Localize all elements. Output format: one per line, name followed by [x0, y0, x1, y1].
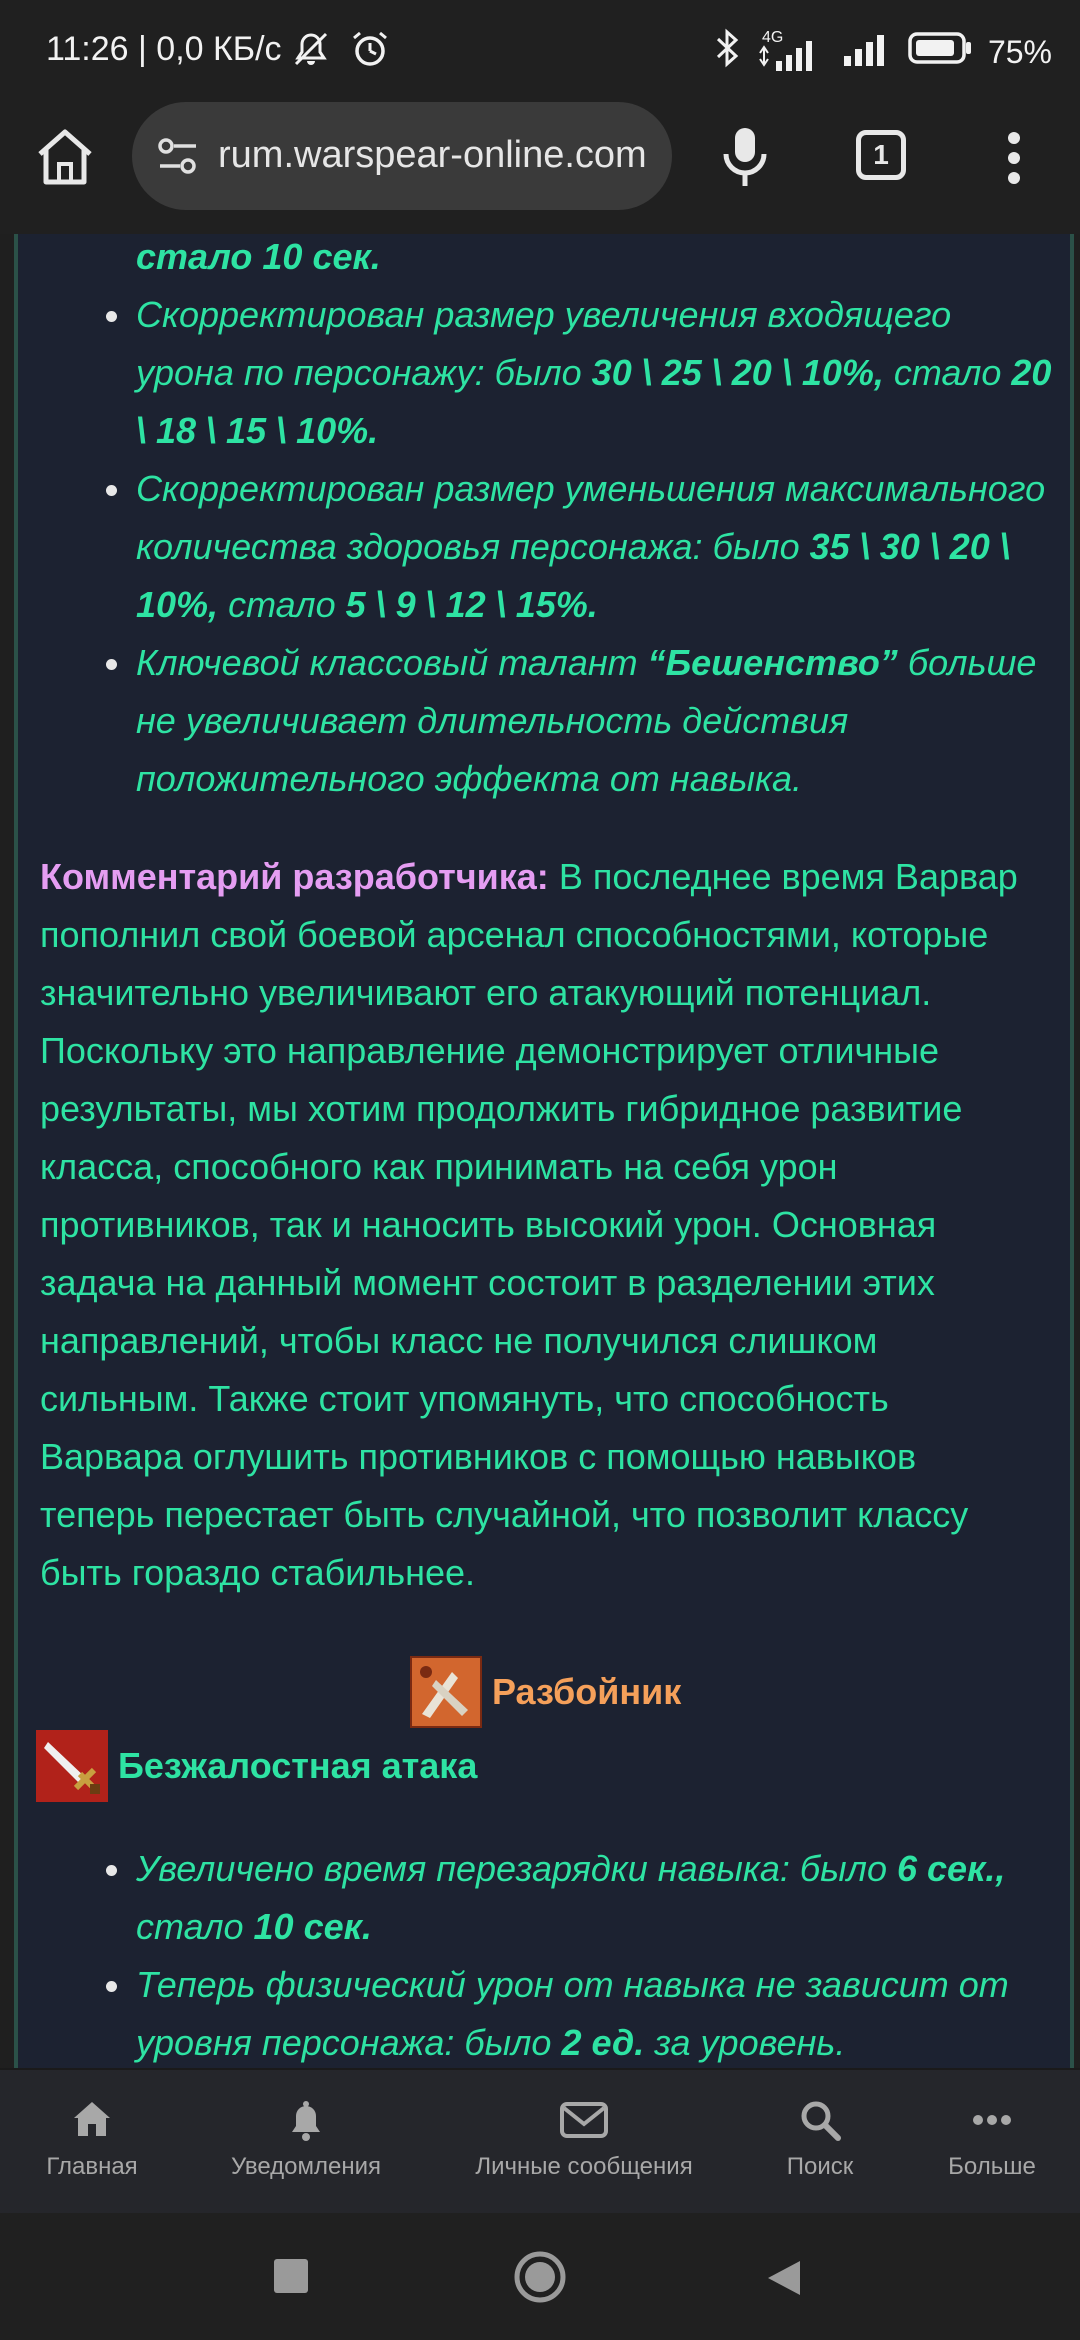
back-button[interactable] — [764, 2257, 804, 2304]
comment-label: Комментарий разработчика: — [40, 856, 549, 897]
class-title: Разбойник — [492, 1671, 682, 1712]
article-top-line: стало 10 сек. — [136, 236, 381, 277]
search-icon — [798, 2098, 842, 2142]
recent-apps-button[interactable] — [274, 2259, 308, 2293]
more-icon — [970, 2098, 1014, 2142]
more-menu-icon[interactable] — [1002, 130, 1026, 191]
change-list — [18, 286, 1058, 808]
status-bar — [0, 0, 1080, 92]
mic-icon[interactable] — [718, 124, 772, 195]
sword-skill-icon — [36, 1730, 108, 1802]
skill-change-list — [18, 1840, 1058, 2068]
system-navigation-bar — [0, 2213, 1080, 2340]
battery-icon — [908, 30, 974, 75]
nav-messages[interactable]: Личные сообщения — [466, 2098, 702, 2181]
status-time-speed: 11:26 | 0,0 КБ/с — [46, 30, 282, 68]
signal-icon — [840, 28, 894, 77]
nav-home[interactable]: Главная — [30, 2098, 154, 2181]
battery-level: 75% — [987, 34, 1052, 70]
mail-icon — [559, 2098, 609, 2142]
bell-icon — [284, 2098, 328, 2142]
signal-4g-icon: 4G — [756, 33, 826, 73]
nav-search[interactable]: Поиск — [770, 2098, 870, 2181]
alarm-icon — [350, 30, 390, 79]
home-button-icon[interactable] — [32, 124, 98, 195]
list-item: Теперь физический урон от навыка не зависит от уровня персонажа: было 2 ед. за уровень. — [18, 1956, 1058, 2068]
article-content — [14, 234, 1074, 2068]
bottom-navigation — [0, 2068, 1080, 2215]
home-icon — [70, 2098, 114, 2140]
skill-heading — [36, 1730, 477, 1802]
comment-text: В последнее время Варвар пополнил свой боевой арсенал способностями, которые значительно увеличивают его атакующий потенциал. Поскольку это направление демонстрирует отличные результаты, мы хотим продолжить гибридное развитие класса, способного как принимать на себя урон противников, так и наносить высокий урон. Основная задача на данный момент состоит в разделении этих направлений, чтобы класс не получился слишком сильным. Также стоит упомянуть, что способность Варвара оглушить противников с помощью навыков теперь перестает быть случайной, что позволит классу быть гораздо стабильнее. — [40, 856, 1018, 1593]
mute-icon — [290, 30, 332, 77]
address-bar[interactable] — [132, 102, 672, 210]
nav-notifications[interactable]: Уведомления — [224, 2098, 388, 2181]
list-item: Скорректирован размер увеличения входящего урона по персонажу: было 30 \ 25 \ 20 \ 10%, стало 20 \ 18 \ 15 \ 10%. — [18, 286, 1058, 460]
home-circle-button[interactable] — [512, 2249, 568, 2310]
class-heading — [410, 1656, 681, 1728]
list-item: Скорректирован размер уменьшения максимального количества здоровья персонажа: было 35 \ 30 \ 20 \ 10%, стало 5 \ 9 \ 12 \ 15%. — [18, 460, 1058, 634]
nav-more[interactable]: Больше — [940, 2098, 1044, 2181]
site-settings-icon[interactable] — [154, 132, 202, 190]
list-item: Увеличено время перезарядки навыка: было 6 сек., стало 10 сек. — [18, 1840, 1058, 1956]
skill-title: Безжалостная атака — [118, 1745, 478, 1786]
tabs-button[interactable] — [856, 130, 906, 180]
bluetooth-icon — [714, 28, 742, 77]
rogue-class-icon — [410, 1656, 482, 1728]
list-item: Ключевой классовый талант “Бешенство” больше не увеличивает длительность действия положительного эффекта от навыка. — [18, 634, 1058, 808]
url-text[interactable]: rum.warspear-online.com — [218, 134, 647, 176]
tab-count: 1 — [873, 139, 889, 170]
browser-toolbar — [0, 92, 1080, 234]
developer-comment — [40, 848, 1040, 1602]
